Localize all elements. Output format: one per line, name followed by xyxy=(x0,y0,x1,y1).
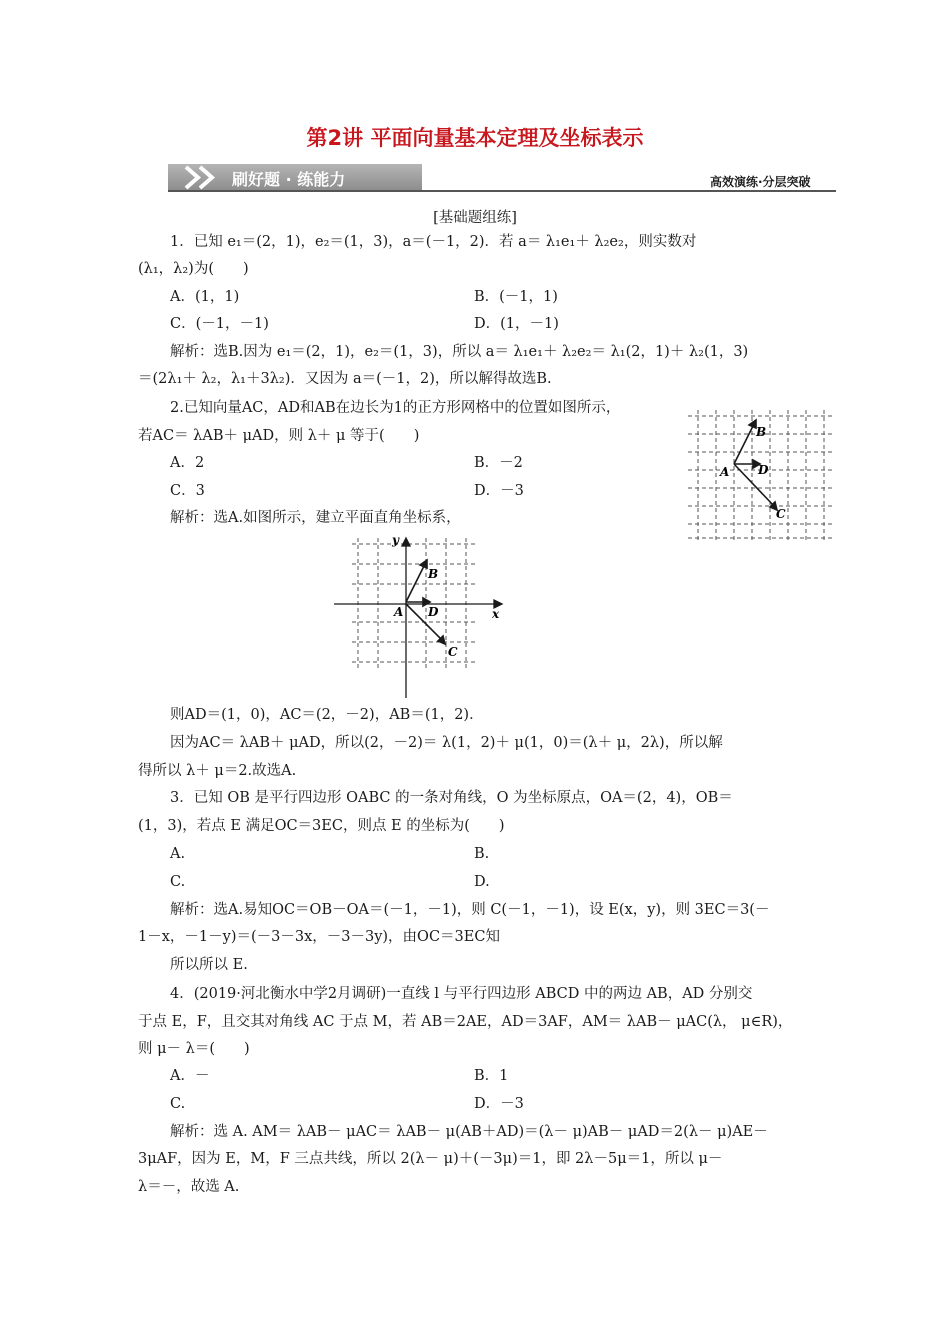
q1-line2: (λ₁，λ₂)为( ) xyxy=(138,261,249,277)
page-title: 第2讲 平面向量基本定理及坐标表示 xyxy=(306,126,644,150)
section-header: [基础题组练] xyxy=(433,210,517,226)
q4-line2: 于点 E，F，且交其对角线 AC 于点 M，若 AB＝2AE，AD＝3AF，AM＝ λAB－ μAC(λ， μ∈R)， xyxy=(138,1014,793,1030)
q2-option-c: C．3 xyxy=(170,483,205,499)
q4-line1: 4．(2019·河北衡水中学2月调研)一直线 l 与平行四边形 ABCD 中的两边 AB，AD 分别交 xyxy=(170,986,753,1002)
q2-option-d: D．－3 xyxy=(474,483,524,499)
q3-solution-line1: 解析：选A.易知OC＝OB－OA＝(－1，－1)，则 C(－1，－1)，设 E(x，y)，则 3EC＝3(－ xyxy=(170,902,770,918)
vector-ab xyxy=(734,424,754,464)
double-chevron-icon xyxy=(176,164,236,191)
axes-vector-ab xyxy=(406,564,425,602)
figure2-label-x: x xyxy=(492,607,500,621)
figure1-label-a: A xyxy=(720,465,730,479)
q4-solution-line3: λ＝－，故选 A. xyxy=(138,1179,240,1195)
q3-solution-line3: 所以所以 E. xyxy=(170,957,248,973)
q1-line1: 1．已知 e₁＝(2，1)，e₂＝(1，3)，a＝(－1，2)．若 a＝ λ₁e₁＋ λ₂e₂，则实数对 xyxy=(170,234,697,250)
q2-solution-line1: 解析：选A.如图所示，建立平面直角坐标系， xyxy=(170,510,461,526)
banner-left-label: 刷好题 xyxy=(232,170,281,189)
q1-option-b: B．(－1，1) xyxy=(474,289,558,305)
q3-option-a: A. xyxy=(170,846,186,862)
q2-line2: 若AC＝ λAB＋ μAD，则 λ＋ μ 等于( ) xyxy=(138,428,420,444)
q3-solution-line2: 1－x，－1－y)＝(－3－3x，－3－3y)，由OC＝3EC知 xyxy=(138,929,500,945)
axes-vector-ab-arrowhead xyxy=(420,560,427,568)
q2-solution-line3: 因为AC＝ λAB＋ μAD，所以(2，－2)＝ λ(1，2)＋ μ(1，0)＝(λ＋ μ，2λ)，所以解 xyxy=(170,735,723,751)
q2-option-a: A．2 xyxy=(170,455,205,471)
q1-solution-line2: ＝(2λ₁＋ λ₂，λ₁＋3λ₂)．又因为 a＝(－1，2)，所以解得故选B. xyxy=(138,371,552,387)
vector-grid-figure xyxy=(680,410,840,542)
vector-ab-arrowhead xyxy=(749,420,756,428)
q3-line1: 3．已知 OB 是平行四边形 OABC 的一条对角线，O 为坐标原点，OA＝(2，4)，OB＝ xyxy=(170,790,733,806)
q2-option-b: B．－2 xyxy=(474,455,523,471)
q3-option-b: B. xyxy=(474,846,490,862)
banner-right-label: 高效演练·分层突破 xyxy=(710,175,811,189)
q4-option-a: A．－ xyxy=(170,1068,210,1084)
y-axis-arrowhead xyxy=(402,538,410,546)
figure2-label-a: A xyxy=(394,605,404,619)
q4-solution-line1: 解析：选 A. AM＝ λAB－ μAC＝ λAB－ μ(AB＋AD)＝(λ－ μ)AB－ μAD＝2(λ－ μ)AE－ xyxy=(170,1124,768,1140)
q4-line3: 则 μ－ λ＝( ) xyxy=(138,1041,250,1057)
q4-solution-line2: 3μAF，因为 E，M，F 三点共线，所以 2(λ－ μ)＋(－3μ)＝1，即 2λ－5μ＝1，所以 μ－ xyxy=(138,1151,723,1167)
figure2-label-c: C xyxy=(448,645,458,659)
figure1-label-c: C xyxy=(776,507,786,521)
q2-solution-line2: 则AD＝(1，0)，AC＝(2，－2)，AB＝(1，2)． xyxy=(170,707,484,723)
coordinate-figure xyxy=(330,534,510,700)
figure1-label-d: D xyxy=(758,463,769,477)
q3-option-c: C. xyxy=(170,874,186,890)
q4-option-c: C. xyxy=(170,1096,186,1112)
banner-emphasis: 练能力 xyxy=(297,170,346,189)
q1-option-a: A．(1，1) xyxy=(170,289,240,305)
q1-solution-line1: 解析：选B.因为 e₁＝(2，1)，e₂＝(1，3)，所以 a＝ λ₁e₁＋ λ₂e₂＝ λ₁(2，1)＋ λ₂(1，3) xyxy=(170,344,749,360)
banner-dot: · xyxy=(285,170,292,189)
q4-option-b: B．1 xyxy=(474,1068,509,1084)
q3-option-d: D. xyxy=(474,874,490,890)
q3-line2: (1，3)，若点 E 满足OC＝3EC，则点 E 的坐标为( ) xyxy=(138,818,505,834)
banner-underline xyxy=(168,190,836,192)
q2-line1: 2.已知向量AC，AD和AB在边长为1的正方形网格中的位置如图所示， xyxy=(170,400,621,416)
figure2-label-d: D xyxy=(428,605,439,619)
q4-option-d: D．－3 xyxy=(474,1096,524,1112)
q1-option-c: C．(－1，－1) xyxy=(170,316,269,332)
banner-label xyxy=(232,167,345,190)
figure2-label-y: y xyxy=(392,534,399,547)
figure1-label-b: B xyxy=(756,425,767,439)
q1-option-d: D．(1，－1) xyxy=(474,316,559,332)
q2-solution-line4: 得所以 λ＋ μ＝2.故选A. xyxy=(138,763,297,779)
figure2-label-b: B xyxy=(428,567,439,581)
